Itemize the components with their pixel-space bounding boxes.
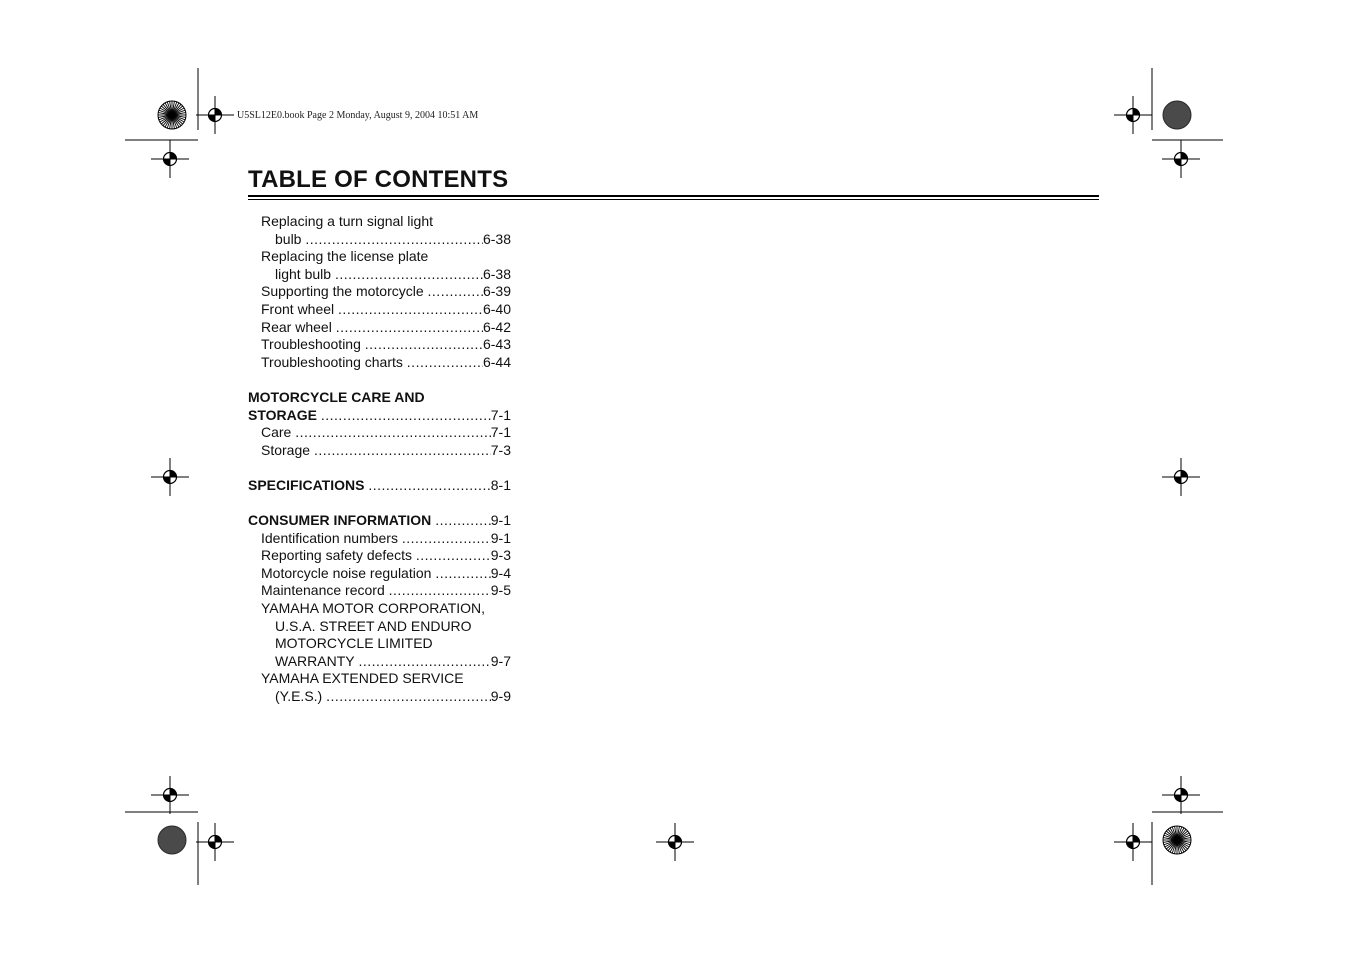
dot-leader [331, 266, 483, 284]
registration-mark-icon [1162, 458, 1200, 496]
toc-entry-license-plate-cont[interactable]: light bulb ..... 6-38 [248, 266, 511, 284]
page-number: 9-4 [490, 564, 511, 581]
toc-section-consumer-information[interactable]: CONSUMER INFORMATION ..... 9-1 [248, 512, 511, 530]
dot-leader [424, 283, 483, 301]
toc-entry-yes-cont[interactable]: (Y.E.S.) ..... 9-9 [248, 688, 511, 706]
dot-leader [291, 424, 490, 442]
toc-entry[interactable]: Troubleshooting charts ..... 6-44 [248, 354, 511, 372]
toc-section-specifications[interactable]: SPECIFICATIONS ..... 8-1 [248, 477, 511, 495]
toc-entry[interactable]: Reporting safety defects ..... 9-3 [248, 547, 511, 565]
toc-entry[interactable]: Supporting the motorcycle ..... 6-39 [248, 283, 511, 301]
dot-leader [385, 582, 491, 600]
toc-entry[interactable]: Maintenance record ..... 9-5 [248, 582, 511, 600]
dot-leader [310, 442, 491, 460]
color-wheel-icon [1163, 826, 1191, 854]
registration-mark-icon [196, 823, 234, 861]
page-number: 9-5 [490, 582, 511, 599]
page-number: 6-39 [482, 283, 511, 300]
registration-mark-icon [196, 96, 234, 134]
dot-leader [301, 231, 483, 249]
dot-leader [431, 565, 490, 583]
dot-leader [317, 407, 491, 425]
toc-entry[interactable]: Storage ..... 7-3 [248, 442, 511, 460]
page-number: 7-3 [490, 441, 511, 458]
page-number: 7-1 [490, 406, 511, 423]
table-of-contents [248, 213, 511, 706]
registration-mark-icon [151, 776, 189, 814]
page-number: 6-38 [482, 265, 511, 282]
registration-mark-icon [656, 823, 694, 861]
page-number: 8-1 [490, 476, 511, 493]
dot-leader [361, 336, 483, 354]
toc-entry[interactable]: Rear wheel ..... 6-42 [248, 319, 511, 337]
gray-patch-icon [1163, 101, 1191, 129]
toc-entry[interactable]: Motorcycle noise regulation ..... 9-4 [248, 565, 511, 583]
toc-entry[interactable]: Care ..... 7-1 [248, 424, 511, 442]
registration-mark-icon [1162, 776, 1200, 814]
page-number: 9-7 [490, 652, 511, 669]
toc-entry-turn-signal-cont[interactable]: bulb ..... 6-38 [248, 231, 511, 249]
page-number: 6-38 [482, 230, 511, 247]
page-number: 9-1 [490, 529, 511, 546]
dot-leader [412, 547, 491, 565]
toc-entry[interactable]: Identification numbers ..... 9-1 [248, 530, 511, 548]
toc-entry-turn-signal[interactable]: Replacing a turn signal light [261, 213, 433, 229]
dot-leader [355, 653, 491, 671]
print-imprint: U5SL12E0.book Page 2 Monday, August 9, 2004 10:51 AM [237, 110, 479, 121]
dot-leader [332, 319, 483, 337]
page-number: 6-42 [482, 318, 511, 335]
toc-entry[interactable]: Troubleshooting ..... 6-43 [248, 336, 511, 354]
color-wheel-icon [158, 101, 186, 129]
toc-entry-warranty-cont[interactable]: MOTORCYCLE LIMITED [275, 635, 433, 652]
registration-mark-icon [1114, 96, 1152, 134]
page-title: TABLE OF CONTENTS [248, 166, 509, 193]
registration-mark-icon [151, 458, 189, 496]
registration-mark-icon [151, 140, 189, 178]
page-number: 6-40 [482, 300, 511, 317]
registration-mark-icon [1162, 140, 1200, 178]
page-number: 9-9 [490, 688, 511, 705]
page-number: 9-1 [490, 512, 511, 529]
toc-section-care-storage[interactable]: MOTORCYCLE CARE AND [248, 388, 425, 405]
toc-entry-warranty-cont[interactable]: U.S.A. STREET AND ENDURO [275, 617, 472, 634]
dot-leader [334, 301, 483, 319]
registration-mark-icon [1114, 823, 1152, 861]
toc-entry-warranty-cont[interactable]: WARRANTY ..... 9-7 [248, 653, 511, 671]
toc-entry-warranty[interactable]: YAMAHA MOTOR CORPORATION, [261, 600, 486, 617]
dot-leader [364, 477, 490, 495]
toc-entry-license-plate[interactable]: Replacing the license plate [261, 248, 429, 265]
dot-leader [398, 530, 491, 548]
toc-entry[interactable]: Front wheel ..... 6-40 [248, 301, 511, 319]
dot-leader [403, 354, 483, 372]
dot-leader [431, 512, 490, 530]
gray-patch-icon [158, 826, 186, 854]
dot-leader [322, 688, 491, 706]
title-rule-thin [248, 199, 1099, 200]
title-rule [248, 195, 1099, 197]
page-number: 9-3 [490, 547, 511, 564]
page-number: 6-43 [482, 336, 511, 353]
page-number: 6-44 [482, 353, 511, 370]
toc-entry-yes[interactable]: YAMAHA EXTENDED SERVICE [261, 670, 464, 687]
page-number: 7-1 [490, 424, 511, 441]
toc-section-care-storage-cont[interactable]: STORAGE ..... 7-1 [248, 407, 511, 425]
